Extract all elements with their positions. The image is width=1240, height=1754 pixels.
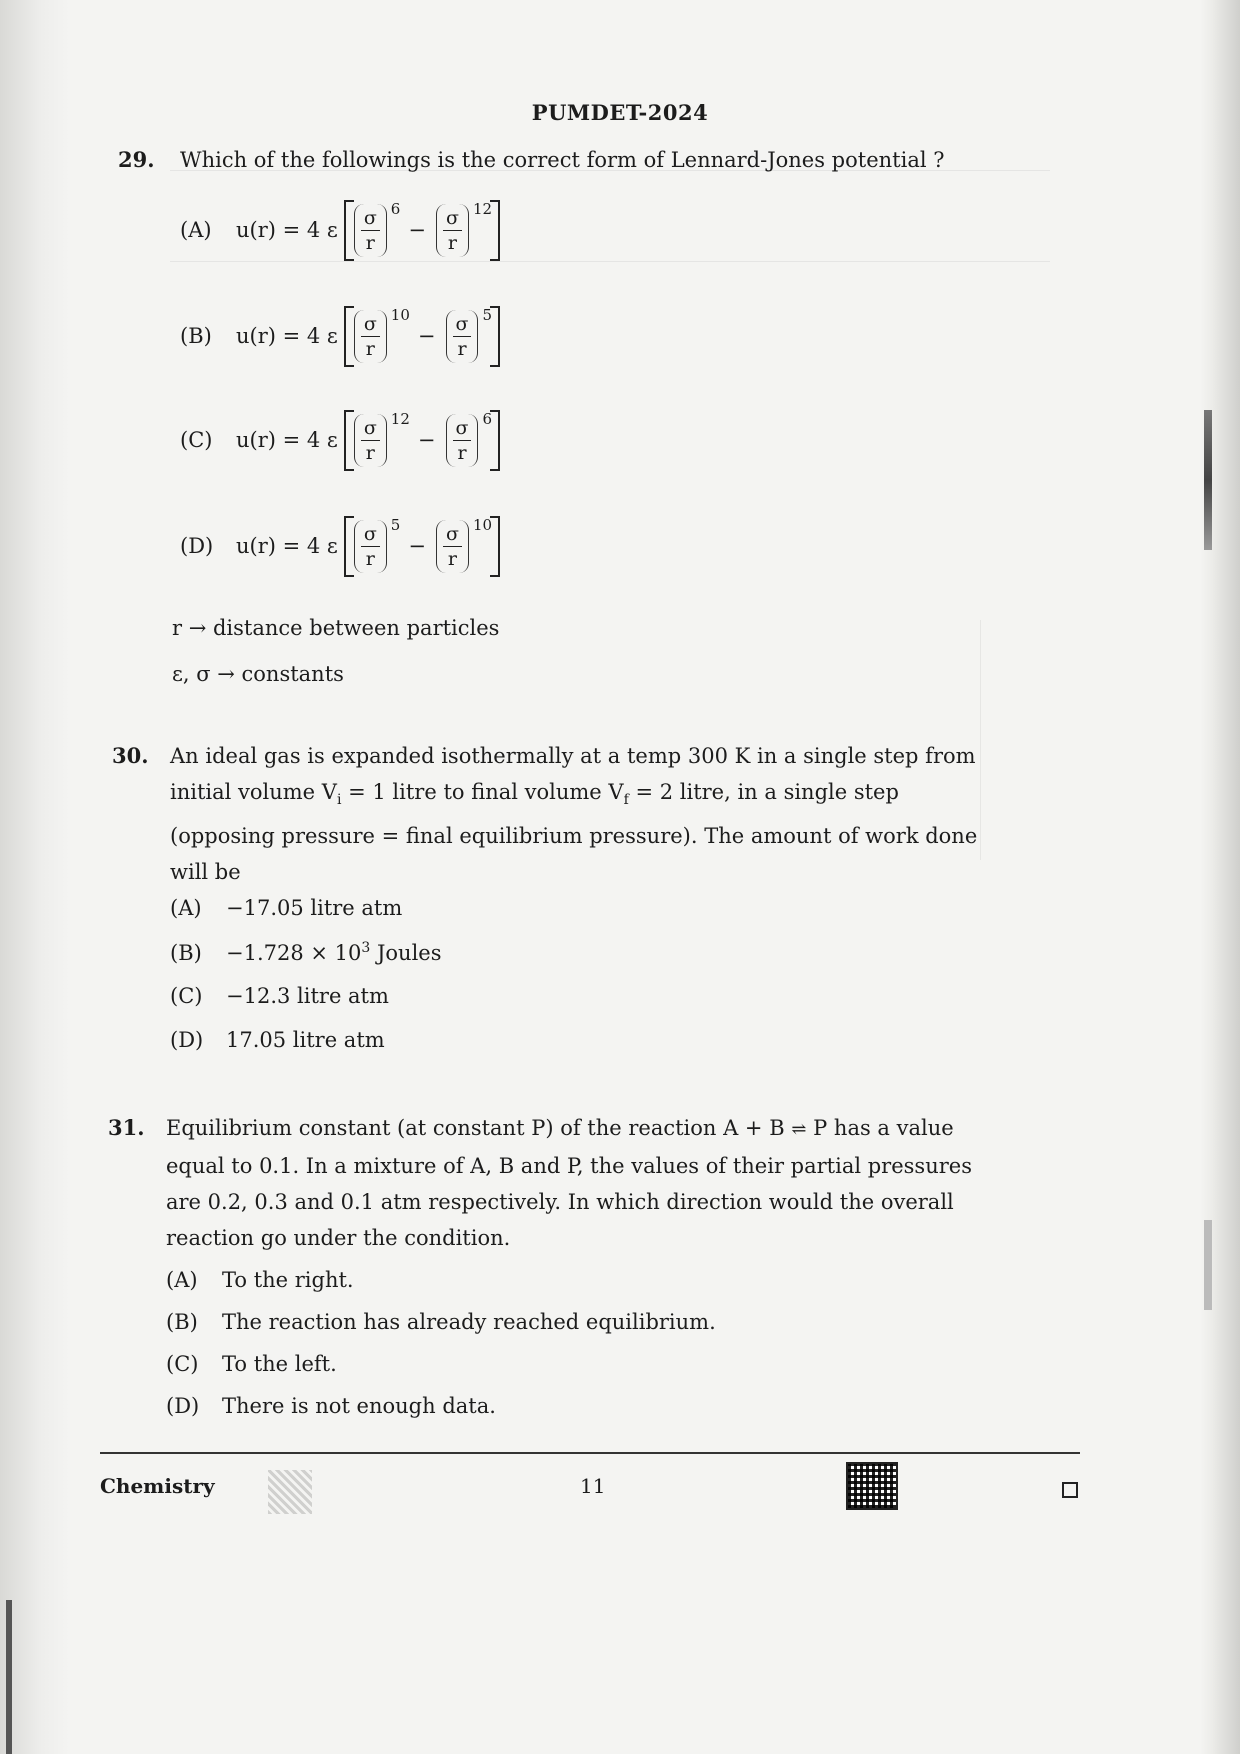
option-31-b[interactable] xyxy=(166,1310,716,1334)
question-text: Which of the followings is the correct form of Lennard-Jones potential ? xyxy=(180,148,945,172)
footer-subject: Chemistry xyxy=(100,1474,215,1498)
fraction-numerator: σ xyxy=(361,312,380,337)
question-line: (opposing pressure = final equilibrium pressure). The amount of work done xyxy=(170,824,978,849)
formula-lhs: u(r) = 4 ε xyxy=(236,324,338,348)
fraction xyxy=(361,416,380,465)
text-part: −1.728 × 10 xyxy=(226,941,362,965)
paren-term xyxy=(446,310,479,363)
fraction xyxy=(361,312,380,361)
fraction-numerator: σ xyxy=(453,416,472,441)
exponent: 5 xyxy=(482,305,493,324)
lj-formula xyxy=(236,306,500,367)
question-line: will be xyxy=(170,860,241,885)
fraction-denominator: r xyxy=(457,441,467,464)
minus-sign: − xyxy=(417,428,436,452)
fraction-numerator: σ xyxy=(453,312,472,337)
question-number: 29. xyxy=(118,147,155,172)
option-text: To the right. xyxy=(222,1268,354,1292)
equilibrium-arrow-icon: ⇌ xyxy=(791,1119,807,1140)
subscript: i xyxy=(336,792,342,809)
fraction xyxy=(453,416,472,465)
question-line: equal to 0.1. In a mixture of A, B and P, the values of their partial pressures xyxy=(166,1154,972,1178)
option-label: (B) xyxy=(170,940,202,965)
fraction-denominator: r xyxy=(447,231,457,254)
scan-shadow-left xyxy=(0,0,70,1754)
option-text: −17.05 litre atm xyxy=(226,896,403,920)
option-30-c[interactable] xyxy=(170,984,389,1008)
exponent: 12 xyxy=(390,409,410,428)
paren-term xyxy=(354,520,387,573)
formula-bracket xyxy=(344,516,500,577)
fraction-numerator: σ xyxy=(361,206,380,231)
question-line: reaction go under the condition. xyxy=(166,1226,511,1250)
option-29-d[interactable] xyxy=(180,500,500,592)
fraction-numerator: σ xyxy=(361,522,380,547)
paren-term xyxy=(354,414,387,467)
paren-term xyxy=(436,204,469,257)
option-29-b[interactable] xyxy=(180,290,500,382)
footer-divider xyxy=(100,1452,1080,1454)
minus-sign: − xyxy=(408,218,426,242)
fraction-denominator: r xyxy=(365,337,375,360)
subscript: f xyxy=(623,792,629,809)
text-part: = 2 litre, in a single step xyxy=(628,780,899,804)
fraction-numerator: σ xyxy=(443,522,462,547)
option-text: The reaction has already reached equilibrium. xyxy=(222,1310,716,1334)
scan-edge-mark xyxy=(1204,1220,1212,1310)
definition-note: ε, σ → constants xyxy=(172,662,344,686)
scan-edge-mark xyxy=(1204,410,1212,550)
lj-formula xyxy=(236,410,500,471)
formula-bracket xyxy=(344,410,500,471)
option-text: −12.3 litre atm xyxy=(226,984,389,1008)
option-label: (D) xyxy=(170,1028,204,1052)
option-label: (B) xyxy=(166,1310,198,1334)
scan-binding-mark xyxy=(6,1600,12,1754)
paren-term xyxy=(354,310,387,363)
question-number: 31. xyxy=(108,1115,145,1140)
definition-note: r → distance between particles xyxy=(172,616,500,640)
option-31-d[interactable] xyxy=(166,1394,496,1418)
fraction xyxy=(361,206,380,255)
exponent: 6 xyxy=(390,199,401,218)
formula-lhs: u(r) = 4 ε xyxy=(236,218,338,242)
option-31-a[interactable] xyxy=(166,1268,354,1292)
option-30-a[interactable] xyxy=(170,896,402,920)
question-line: An ideal gas is expanded isothermally at a temp 300 K in a single step from xyxy=(170,744,976,768)
fraction-denominator: r xyxy=(457,337,467,360)
question-text xyxy=(166,1110,1082,1256)
page-title: PUMDET-2024 xyxy=(531,100,709,125)
text-part: P has a value xyxy=(813,1116,954,1140)
scan-shadow-right xyxy=(1200,0,1240,1754)
option-label: (A) xyxy=(170,896,202,920)
paren-term xyxy=(446,414,479,467)
text-part: Joules xyxy=(370,941,442,965)
fraction xyxy=(443,206,462,255)
question-line: are 0.2, 0.3 and 0.1 atm respectively. In which direction would the overall xyxy=(166,1190,954,1214)
question-number: 30. xyxy=(112,743,149,768)
option-label: (B) xyxy=(180,324,212,348)
fraction xyxy=(443,522,462,571)
fraction-numerator: σ xyxy=(361,416,380,441)
exponent: 10 xyxy=(390,305,410,324)
option-label: (C) xyxy=(170,984,203,1008)
formula-lhs: u(r) = 4 ε xyxy=(236,534,338,558)
formula-lhs: u(r) = 4 ε xyxy=(236,428,338,452)
option-31-c[interactable] xyxy=(166,1352,337,1376)
option-label: (D) xyxy=(166,1394,200,1418)
option-text: There is not enough data. xyxy=(222,1394,496,1418)
option-label: (C) xyxy=(166,1352,199,1376)
option-30-d[interactable] xyxy=(170,1028,385,1052)
lj-formula xyxy=(236,200,500,261)
option-text: 17.05 litre atm xyxy=(226,1028,385,1052)
fraction-denominator: r xyxy=(447,547,457,570)
paren-term xyxy=(436,520,469,573)
text-part: Equilibrium constant (at constant P) of the reaction A + B xyxy=(166,1116,785,1140)
minus-sign: − xyxy=(408,534,426,558)
option-29-c[interactable] xyxy=(180,394,500,486)
text-part: = 1 litre to final volume V xyxy=(341,780,624,804)
exponent: 12 xyxy=(472,199,493,218)
question-line xyxy=(166,1110,1082,1148)
paren-term xyxy=(354,204,387,257)
exponent: 6 xyxy=(482,409,493,428)
option-label: (A) xyxy=(166,1268,198,1292)
fraction-denominator: r xyxy=(365,231,375,254)
option-30-b[interactable] xyxy=(170,940,442,965)
square-mark-icon xyxy=(1062,1482,1078,1498)
fraction-denominator: r xyxy=(365,441,375,464)
question-line xyxy=(170,774,1080,818)
formula-bracket xyxy=(344,306,500,367)
fraction-numerator: σ xyxy=(443,206,462,231)
fraction xyxy=(361,522,380,571)
fraction-denominator: r xyxy=(365,547,375,570)
exponent: 5 xyxy=(390,515,401,534)
option-29-a[interactable] xyxy=(180,184,500,276)
qr-code xyxy=(846,1462,898,1510)
question-text xyxy=(170,738,1080,890)
superscript: 3 xyxy=(361,940,371,956)
option-label: (D) xyxy=(180,534,214,558)
text-part: initial volume V xyxy=(170,780,337,804)
formula-bracket xyxy=(344,200,500,261)
minus-sign: − xyxy=(417,324,436,348)
exponent: 10 xyxy=(472,515,493,534)
option-label: (A) xyxy=(180,218,212,242)
lj-formula xyxy=(236,516,500,577)
page-number: 11 xyxy=(580,1474,606,1498)
option-label: (C) xyxy=(180,428,213,452)
option-text xyxy=(226,940,442,965)
faint-qr-code xyxy=(268,1470,312,1514)
fraction xyxy=(453,312,472,361)
option-text: To the left. xyxy=(222,1352,337,1376)
